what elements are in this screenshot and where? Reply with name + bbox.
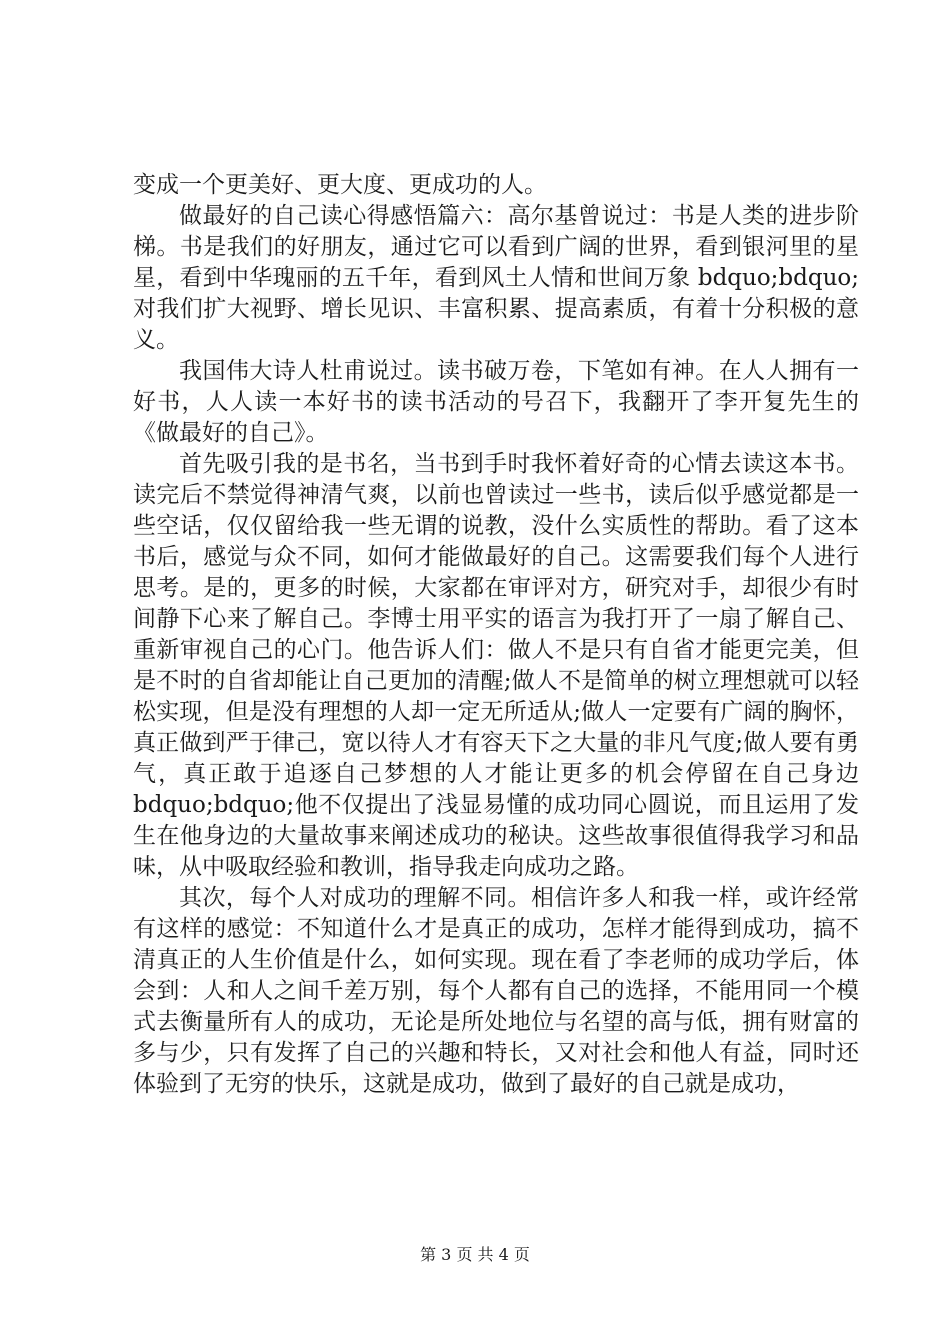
paragraph-1: 变成一个更美好、更大度、更成功的人。	[133, 172, 547, 198]
paragraph-3: 我国伟大诗人杜甫说过。读书破万卷，下笔如有神。在人人拥有一好书，人人读一本好书的读书活动的号召下，我翻开了李开复先生的《做最好的自己》。	[133, 358, 859, 446]
paragraph-2: 做最好的自己读心得感悟篇六：高尔基曾说过：书是人类的进步阶梯。书是我们的好朋友，通过它可以看到广阔的世界，看到银河里的星星，看到中华瑰丽的五千年，看到风土人情和世间万象 bdquo;bdquo;对我们扩大视野、增长见识、丰富积累、提高素质，有着十分积极的意义。	[133, 203, 859, 353]
paragraph-5: 其次，每个人对成功的理解不同。相信许多人和我一样，或许经常有这样的感觉：不知道什么才是真正的成功，怎样才能得到成功，搞不清真正的人生价值是什么，如何实现。现在看了李老师的成功学后，体会到：人和人之间千差万别，每个人都有自己的选择，不能用同一个模式去衡量所有人的成功，无论是所处地位与名望的高与低，拥有财富的多与少，只有发挥了自己的兴趣和特长，又对社会和他人有益，同时还体验到了无穷的快乐，这就是成功，做到了最好的自己就是成功，	[133, 885, 859, 1097]
page-number-footer: 第 3 页 共 4 页	[420, 1245, 530, 1264]
paragraph-4: 首先吸引我的是书名，当书到手时我怀着好奇的心情去读这本书。读完后不禁觉得神清气爽，以前也曾读过一些书，读后似乎感觉都是一些空话，仅仅留给我一些无谓的说教，没什么实质性的帮助。看了这本书后，感觉与众不同，如何才能做最好的自己。这需要我们每个人进行思考。是的，更多的时候，大家都在审评对方，研究对手，却很少有时间静下心来了解自己。李博士用平实的语言为我打开了一扇了解自己、重新审视自己的心门。他告诉人们：做人不是只有自省才能更完美，但是不时的自省却能让自己更加的清醒;做人不是简单的树立理想就可以轻松实现，但是没有理想的人却一定无所适从;做人一定要有广阔的胸怀，真正做到严于律己，宽以待人才有容天下之大量的非凡气度;做人要有勇气，真正敢于追逐自己梦想的人才能让更多的机会停留在自己身边 bdquo;bdquo;他不仅提出了浅显易懂的成功同心圆说，而且运用了发生在他身边的大量故事来阐述成功的秘诀。这些故事很值得我学习和品味，从中吸取经验和教训，指导我走向成功之路。	[133, 451, 859, 880]
document-body	[133, 170, 859, 1100]
